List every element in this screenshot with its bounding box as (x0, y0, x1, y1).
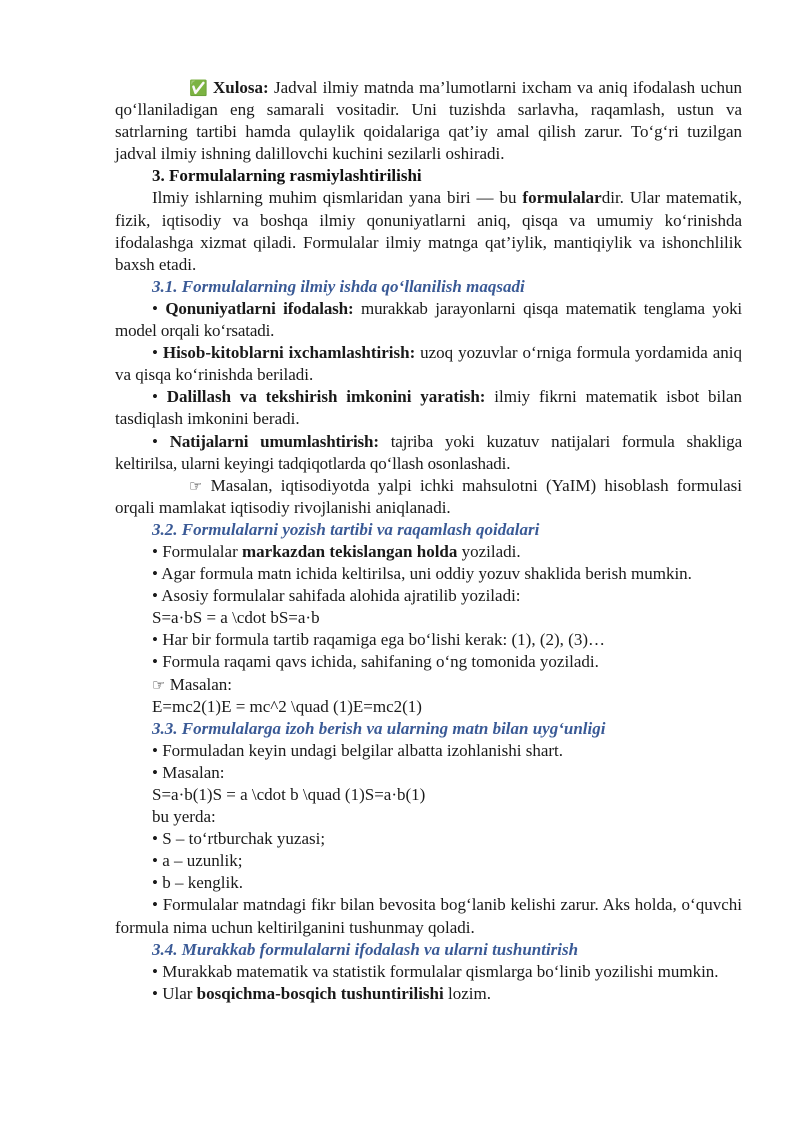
definition-item: • b – kenglik. (152, 873, 243, 893)
list-item: • Hisob-kitoblarni ixchamlashtirish: uzoq yozuvlar o‘rniga formula yordamida aniq va qisqa ko‘rinishda beriladi. (115, 343, 742, 385)
list-item: • Agar formula matn ichida keltirilsa, uni oddiy yozuv shaklida berish mumkin. (152, 564, 692, 584)
conclusion-paragraph (115, 77, 742, 165)
conclusion-label: Xulosa: (212, 78, 269, 97)
formula-line: S=a·b(1)S = a \cdot b \quad (1)S=a·b(1) (152, 785, 426, 804)
definition-item: • S – to‘rtburchak yuzasi; (152, 829, 326, 849)
subsection-3-1-title: 3.1. Formulalarning ilmiy ishda qo‘llanilish maqsadi (152, 276, 525, 296)
formula-line: S=a·bS = a \cdot bS=a·b (152, 608, 320, 628)
document-page (115, 77, 742, 1005)
list-item: • Formulalar matndagi fikr bilan bevosita bog‘lanib kelishi zarur. Aks holda, o‘quvchi formula nima uchun keltirilganini tushunmay qoladi. (115, 895, 742, 937)
formula-line: E=mc2(1)E = mc^2 \quad (1)E=mc2(1) (152, 696, 422, 716)
list-item: • Formula raqami qavs ichida, sahifaning o‘ng tomonida yoziladi. (152, 652, 599, 672)
subsection-3-2-title: 3.2. Formulalarni yozish tartibi va raqamlash qoidalari (152, 519, 540, 539)
example-label: ☞ Masalan: (115, 674, 742, 696)
section-3-title: 3. Formulalarning rasmiylashtirilishi (152, 166, 422, 186)
subsection-3-4-title: 3.4. Murakkab formulalarni ifodalash va ularni tushuntirish (152, 939, 579, 959)
bu-yerda-label: bu yerda: (152, 807, 216, 827)
subsection-3-3-title: 3.3. Formulalarga izoh berish va ularning matn bilan uyg‘unligi (152, 718, 606, 738)
list-item: • Qonuniyatlarni ifodalash: murakkab jarayonlarni qisqa matematik tenglama yoki model orqali ko‘rsatadi. (115, 298, 742, 341)
formulalar-bold: formulalar (522, 188, 602, 208)
section-3-intro: Ilmiy ishlarning muhim qismlaridan yana biri — bu formulalardir. Ular matematik, fizik, iqtisodiy va boshqa ilmiy qonuniyatlarni aniq, qisqa va umumiy ko‘rinishda ifodalashga xizmat qiladi. Formulalar ilmiy matnga qat’iylik, mantiqiylik va ishonchlilik baxsh etadi. (115, 188, 743, 274)
list-item: • Masalan: (152, 762, 225, 782)
pointing-hand-icon: ☞ (152, 675, 166, 694)
example-paragraph: ☞ Masalan, iqtisodiyotda yalpi ichki mahsulotni (YaIM) hisoblash formulasi orqali mamlakat iqtisodiy rivojlanishi aniqlanadi. (115, 475, 742, 517)
conclusion-text: Jadval ilmiy matnda ma’lumotlarni ixcham va aniq ifodalash uchun qo‘llaniladigan eng samarali vositadir. Uni tuzishda sarlavha, raqamlash, ustun va satrlarning tartibi hamda qulaylik qoidalariga qat’iy amal qilish zarur. To‘g‘ri tuzilgan jadval ilmiy ishning dalillovchi kuchini sezilarli oshiradi. (115, 78, 742, 164)
list-item: • Ular bosqichma-bosqich tushuntirilishi lozim. (152, 983, 491, 1003)
list-item: • Formulalar markazdan tekislangan holda yoziladi. (152, 541, 521, 561)
pointing-hand-icon: ☞ (189, 476, 203, 495)
list-item: • Natijalarni umumlashtirish: tajriba yoki kuzatuv natijalari formula shakliga keltirilsa, ularni keyingi tadqiqotlarda qo‘llash osonlashadi. (115, 431, 742, 473)
list-item: • Formuladan keyin undagi belgilar albatta izohlanishi shart. (152, 740, 564, 760)
definition-item: • a – uzunlik; (152, 851, 243, 871)
list-item: • Murakkab matematik va statistik formulalar qismlarga bo‘linib yozilishi mumkin. (152, 961, 719, 981)
check-mark-icon: ✅ (189, 79, 208, 97)
list-item: • Har bir formula tartib raqamiga ega bo‘lishi kerak: (1), (2), (3)… (152, 630, 605, 650)
list-item: • Dalillash va tekshirish imkonini yaratish: ilmiy fikrni matematik isbot bilan tasdiqlash imkonini beradi. (115, 387, 743, 429)
list-item: • Asosiy formulalar sahifada alohida ajratilib yoziladi: (152, 586, 521, 606)
